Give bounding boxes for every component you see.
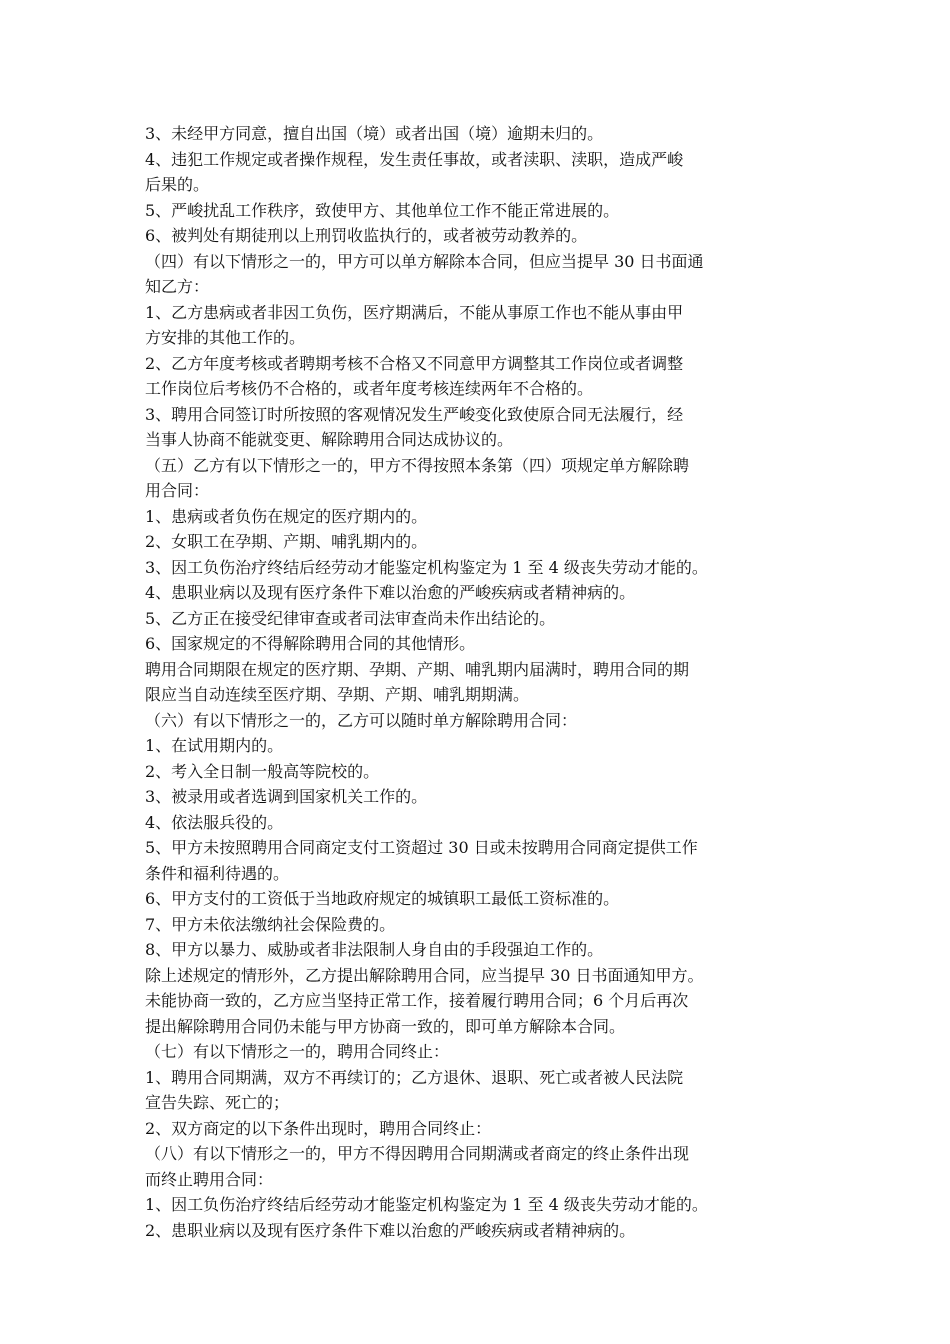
text-line: （六）有以下情形之一的，乙方可以随时单方解除聘用合同： (145, 710, 578, 730)
text-line: 工作岗位后考核仍不合格的，或者年度考核连续两年不合格的。 (145, 379, 594, 398)
text-line: 2、患职业病以及现有医疗条件下难以治愈的严峻疾病或者精神病的。 (145, 1220, 636, 1240)
text-line: 方安排的其他工作的。 (145, 328, 306, 347)
text-line: 条件和福利待遇的。 (145, 863, 290, 883)
text-line: 1、乙方患病或者非因工负伤，医疗期满后，不能从事原工作也不能从事由甲 (145, 302, 684, 322)
text-line: 1、患病或者负伤在规定的医疗期内的。 (145, 506, 428, 526)
text-line: 8、甲方以暴力、威胁或者非法限制人身自由的手段强迫工作的。 (145, 940, 604, 959)
text-line: （四）有以下情形之一的，甲方可以单方解除本合同，但应当提早 30 日书面通 (145, 251, 704, 271)
text-line: 5、严峻扰乱工作秩序，致使甲方、其他单位工作不能正常进展的。 (145, 200, 620, 220)
text-line: 1、在试用期内的。 (145, 736, 284, 755)
text-line: 1、聘用合同期满，双方不再续订的；乙方退休、退职、死亡或者被人民法院 (145, 1067, 684, 1087)
text-line: 除上述规定的情形外，乙方提出解除聘用合同，应当提早 30 日书面通知甲方。 (145, 965, 704, 985)
text-line: （七）有以下情形之一的，聘用合同终止： (145, 1042, 450, 1061)
text-line: 5、乙方正在接受纪律审查或者司法审查尚未作出结论的。 (145, 608, 556, 628)
text-line: 3、因工负伤治疗终结后经劳动才能鉴定机构鉴定为 1 至 4 级丧失劳动才能的。 (145, 557, 708, 577)
text-line: 宣告失踪、死亡的； (145, 1093, 290, 1112)
text-line: 3、被录用或者选调到国家机关工作的。 (145, 787, 428, 806)
text-line: 4、患职业病以及现有医疗条件下难以治愈的严峻疾病或者精神病的。 (145, 583, 636, 602)
text-line: 2、女职工在孕期、产期、哺乳期内的。 (145, 532, 428, 551)
text-line: 2、考入全日制一般高等院校的。 (145, 761, 380, 781)
text-line: 2、双方商定的以下条件出现时，聘用合同终止： (145, 1118, 492, 1138)
text-line: 7、甲方未依法缴纳社会保险费的。 (145, 914, 396, 934)
text-line: 后果的。 (145, 175, 210, 194)
document-body (145, 121, 810, 1243)
text-line: （五）乙方有以下情形之一的，甲方不得按照本条第（四）项规定单方解除聘 (145, 455, 690, 475)
text-line: 6、被判处有期徒刑以上刑罚收监执行的，或者被劳动教养的。 (145, 226, 588, 245)
text-line: 6、国家规定的不得解除聘用合同的其他情形。 (145, 634, 476, 653)
text-line: 未能协商一致的，乙方应当坚持正常工作，接着履行聘用合同；6 个月后再次 (145, 991, 689, 1010)
text-line: 知乙方： (145, 277, 210, 296)
text-line: 6、甲方支付的工资低于当地政府规定的城镇职工最低工资标准的。 (145, 889, 620, 908)
text-line: 当事人协商不能就变更、解除聘用合同达成协议的。 (145, 430, 514, 449)
text-line: 限应当自动连续至医疗期、孕期、产期、哺乳期期满。 (145, 685, 530, 704)
text-line: 聘用合同期限在规定的医疗期、孕期、产期、哺乳期内届满时，聘用合同的期 (145, 659, 690, 679)
text-line: 2、乙方年度考核或者聘期考核不合格又不同意甲方调整其工作岗位或者调整 (145, 353, 684, 373)
text-line: 1、因工负伤治疗终结后经劳动才能鉴定机构鉴定为 1 至 4 级丧失劳动才能的。 (145, 1195, 708, 1214)
text-line: 4、违犯工作规定或者操作规程，发生责任事故，或者渎职、渎职，造成严峻 (145, 149, 684, 169)
text-line: 4、依法服兵役的。 (145, 812, 284, 832)
text-line: 5、甲方未按照聘用合同商定支付工资超过 30 日或未按聘用合同商定提供工作 (145, 838, 698, 857)
text-line: 3、未经甲方同意，擅自出国（境）或者出国（境）逾期未归的。 (145, 124, 604, 143)
text-line: 3、聘用合同签订时所按照的客观情况发生严峻变化致使原合同无法履行，经 (145, 404, 684, 424)
text-line: 提出解除聘用合同仍未能与甲方协商一致的，即可单方解除本合同。 (145, 1016, 626, 1036)
text-line: 用合同： (145, 481, 210, 500)
text-line: 而终止聘用合同： (145, 1169, 274, 1189)
text-line: （八）有以下情形之一的，甲方不得因聘用合同期满或者商定的终止条件出现 (145, 1144, 690, 1163)
